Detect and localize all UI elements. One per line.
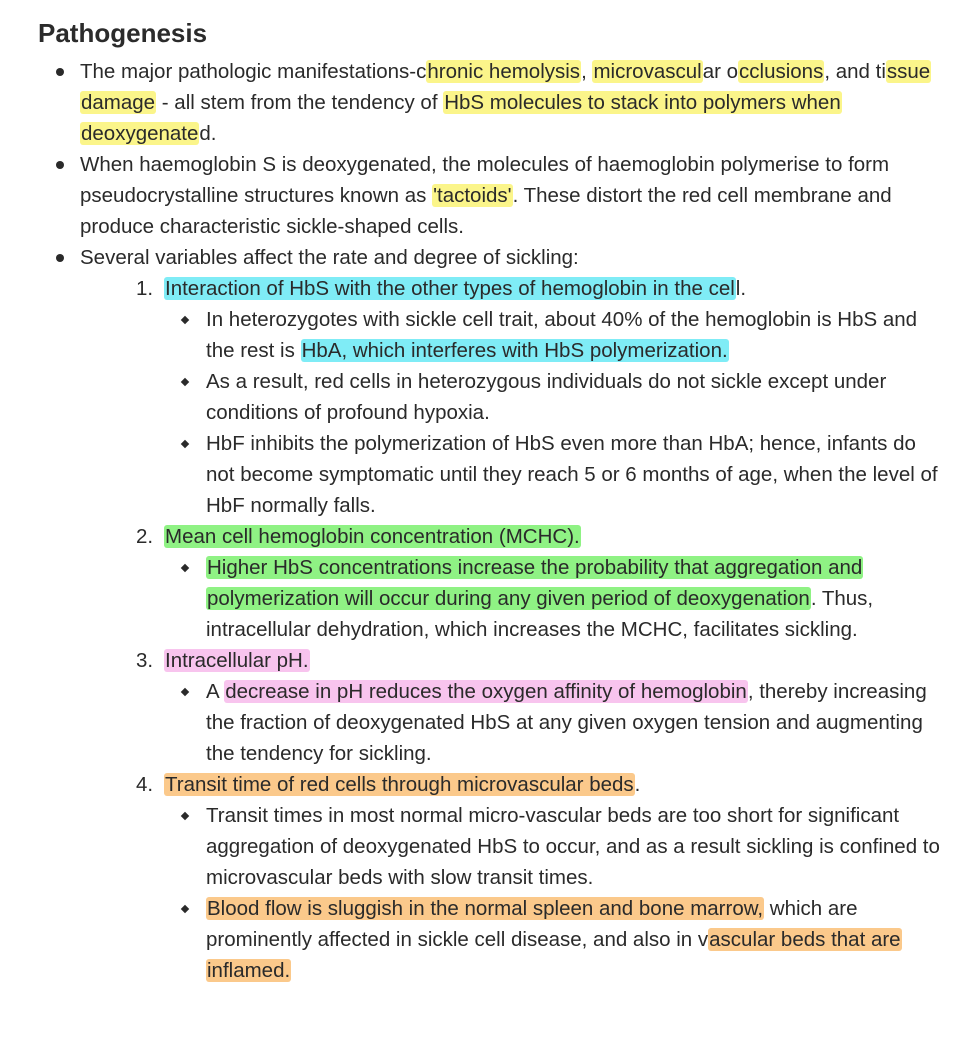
page-title: Pathogenesis (38, 18, 208, 48)
factor-item-transit-time (122, 769, 949, 986)
text-run: HbF inhibits the polymerization of HbS even more than HbA; hence, infants do not become symptomatic until they reach 5 or 6 months of age, when the level of HbF normally falls. (206, 432, 938, 517)
text-run: , (581, 60, 593, 83)
list-number: 4. (136, 773, 154, 796)
highlight-yellow: ssue damage (81, 60, 931, 114)
text-run: Transit times in most normal micro-vascular beds are too short for significant aggregation of deoxygenated HbS to occur, and as a result sickling is confined to microvascular beds with slow transit times. (206, 804, 940, 889)
text-run: - all stem from the tendency of (156, 91, 444, 114)
text-run: A (206, 680, 225, 703)
highlight-green: Mean cell hemoglobin concentration (MCHC). (165, 525, 580, 548)
text-run: When haemoglobin S is deoxygenated, the molecules of haemoglobin polymerise to form pseudocrystalline structures known as (80, 153, 890, 207)
highlight-pink: decrease in pH reduces the oxygen affinity of hemoglobin (225, 680, 747, 703)
text-run: . (634, 773, 641, 796)
bullet-item-variables (38, 242, 949, 986)
text-run: d. (199, 122, 217, 145)
text-run: ar o (702, 60, 739, 83)
factor-item-interaction (122, 273, 949, 521)
highlight-cyan: HbA, which interferes with HbS polymerization. (301, 339, 728, 362)
sub-item (206, 893, 949, 986)
text-run: , thereby increasing the fraction of deoxygenated HbS at any given oxygen tension and augmenting the tendency for sickling. (206, 680, 927, 765)
factor-item-mchc (122, 521, 949, 645)
text-run: . These distort the red cell membrane and produce characteristic sickle-shaped cells. (80, 184, 892, 238)
text-run: which are prominently affected in sickle cell disease, and also in v (206, 897, 858, 951)
list-number: 3. (136, 649, 154, 672)
list-number: 2. (136, 525, 154, 548)
highlight-green: Higher HbS concentrations increase the probability that aggregation and polymerization will occur during any given period of deoxygenation (207, 556, 863, 610)
sub-item (206, 366, 949, 428)
bullet-item-tactoids (38, 149, 949, 242)
sub-list (164, 800, 949, 986)
sub-item (206, 304, 949, 366)
highlight-yellow: cclusions (739, 60, 824, 83)
text-run: , and ti (824, 60, 886, 83)
text-run: The major pathologic manifestations-c (80, 60, 427, 83)
highlight-cyan: Interaction of HbS with the other types of hemoglobin in the cel (165, 277, 735, 300)
sub-item (206, 676, 949, 769)
highlight-orange: Blood flow is sluggish in the normal spleen and bone marrow, (207, 897, 764, 920)
text-run: Several variables affect the rate and degree of sickling: (80, 246, 579, 269)
highlight-yellow: microvascul (593, 60, 702, 83)
highlight-yellow: 'tactoids' (433, 184, 512, 207)
highlight-orange: Transit time of red cells through microvascular beds (165, 773, 634, 796)
sub-list (164, 304, 949, 521)
factor-item-ph (122, 645, 949, 769)
highlight-orange: ascular beds that are inflamed. (207, 928, 901, 982)
sub-list (164, 552, 949, 645)
bullet-list (38, 56, 949, 986)
highlight-pink: Intracellular pH. (165, 649, 309, 672)
bullet-item-manifestations (38, 56, 949, 149)
list-number: 1. (136, 277, 154, 300)
text-run: l. (735, 277, 747, 300)
text-run: As a result, red cells in heterozygous individuals do not sickle except under conditions of profound hypoxia. (206, 370, 887, 424)
sub-item (206, 552, 949, 645)
factor-list (80, 273, 949, 986)
sub-item (206, 800, 949, 893)
highlight-yellow: HbS molecules to stack into polymers when deoxygenate (81, 91, 841, 145)
sub-item (206, 428, 949, 521)
text-run: . Thus, intracellular dehydration, which increases the MCHC, facilitates sickling. (206, 587, 874, 641)
text-run: In heterozygotes with sickle cell trait, about 40% of the hemoglobin is HbS and the rest is (206, 308, 918, 362)
sub-list (164, 676, 949, 769)
highlight-yellow: hronic hemolysis (427, 60, 581, 83)
